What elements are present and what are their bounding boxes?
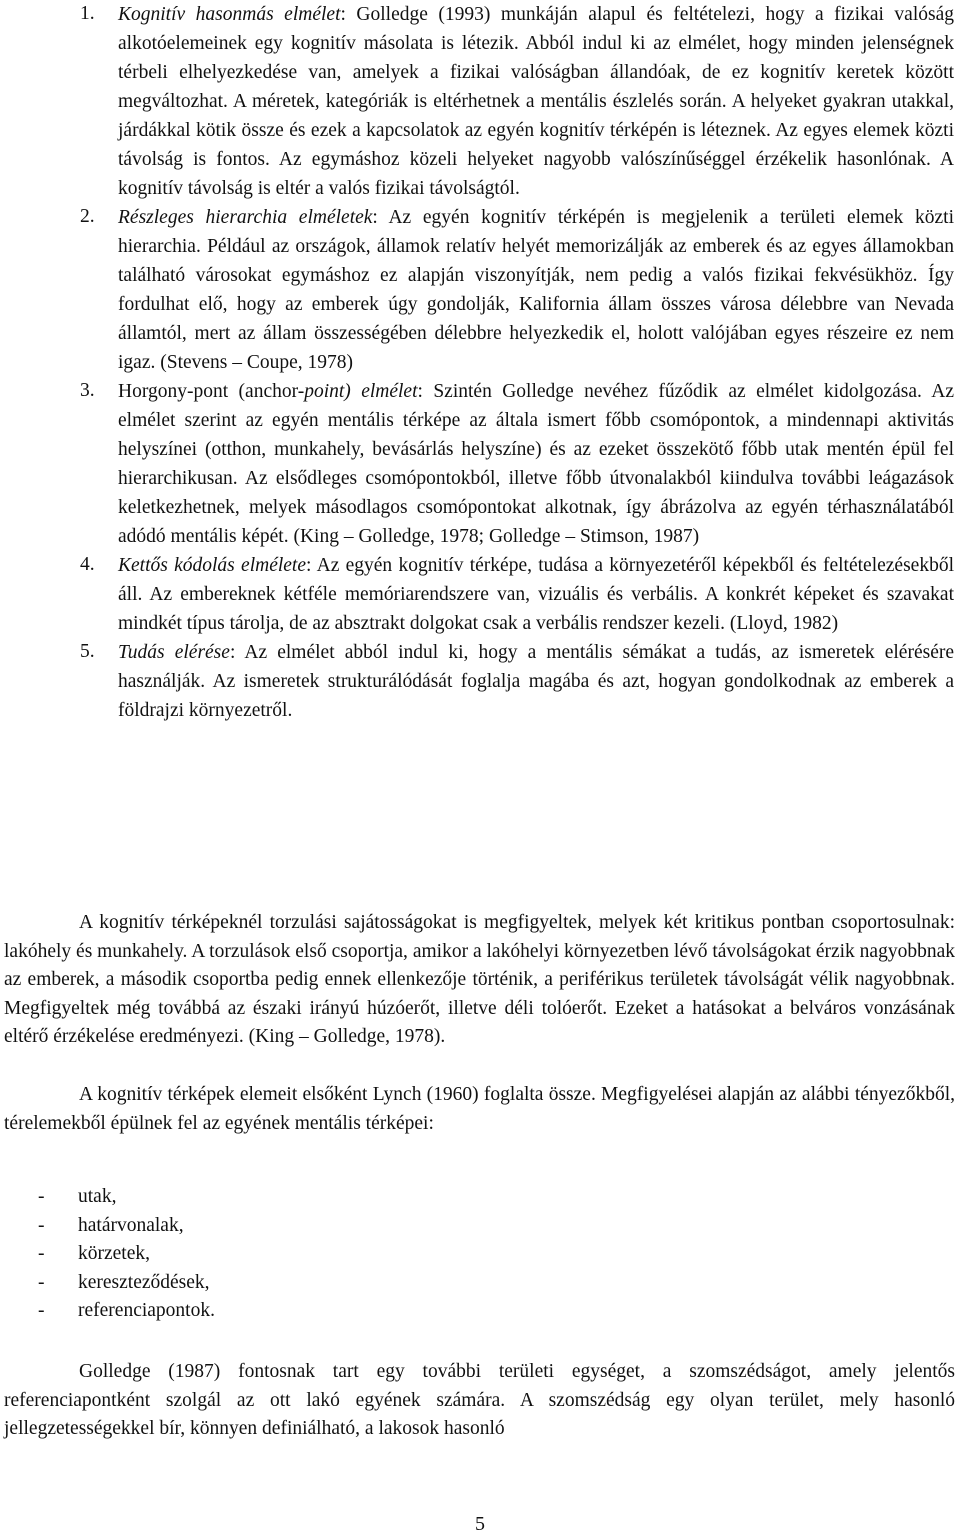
list-item-text xyxy=(118,0,954,203)
list-number: 5. xyxy=(80,641,95,662)
body-paragraph: Golledge (1987) fontosnak tart egy további területi egységet, a szomszédságot, amely jelentős referenciapontként szolgál az ott lakó egyének számára. A szomszédság egy olyan terület, mely hasonló jellegzetességekkel bír, könnyen definiálható, a lakosok hasonló xyxy=(4,1361,955,1439)
theory-description: : Az egyén kognitív térképe, tudása a környezetéről képekből és feltételezésekből áll. Az embereknek kétféle memóriarendszere van, vizuális és verbális. A konkrét képeket és szavakat mindkét típus tárolja, de az absztrakt dolgokat csak a verbális rendszer kezeli. (Lloyd, 1982) xyxy=(118,555,954,634)
list-item-text: kereszteződések, xyxy=(78,1271,210,1293)
theory-name: point) elmélet xyxy=(304,381,418,402)
body-paragraph: A kognitív térképeknél torzulási sajátosságokat is megfigyeltek, melyek két kritikus pontban csoportosulnak: lakóhely és munkahely. A torzulások első csoportja, amikor a lakóhelyi környezetben lévő távolságokat érzik nagyobbnak az emberek, a második csoportba pedig ennek ellenkezője történik, a periférikus területek távolságát vélik nagyobbnak. Megfigyeltek még továbbá az északi irányú húzóerőt, illetve déli tolóerőt. Ezeket a hatásokat a belváros vonzásának eltérő érzékelése eredményezi. (King – Golledge, 1978). xyxy=(4,912,955,1047)
list-item xyxy=(0,0,960,203)
theory-name: Tudás elérése xyxy=(118,642,230,663)
list-item-text: referenciapontok. xyxy=(78,1300,215,1322)
list-number: 1. xyxy=(80,3,95,24)
list-item-text xyxy=(118,551,954,638)
theory-list xyxy=(0,0,960,725)
list-item-text: körzetek, xyxy=(78,1243,151,1265)
body-paragraph: A kognitív térképek elemeit elsőként Lynch (1960) foglalta össze. Megfigyelései alapján az alábbi tényezőkből, térelemekből épülnek fel az egyének mentális térképei: xyxy=(4,1084,955,1134)
dash-bullet: - xyxy=(38,1300,45,1322)
list-item-text xyxy=(118,203,954,377)
theory-description: : Az elmélet abból indul ki, hogy a mentális sémákat a tudás, az ismeretek elérésére használják. Az ismeretek strukturálódását foglalja magába és azt, hogyan gondolkodnak az emberek a földrajzi környezetről. xyxy=(118,642,954,721)
page-number: 5 xyxy=(475,1513,485,1535)
theory-description: : Szintén Golledge nevéhez fűződik az elmélet kidolgozása. Az elmélet szerint az egyén mentális térképe az általa ismert főbb csomópontok, a mindennapi aktivitás helyszínei (otthon, munkahely, bevásárlás helyszíne) és az ezeket összekötő főbb utak mentén épül fel hierarchikusan. Az elsődleges csomópontokból, illetve főbb útvonalakból kiindulva további leágazások keletkezhetnek, melyek másodlagos csomópontokat alkotnak, így ábrázolva az egyén térhasználatából adódó mentális képét. (King – Golledge, 1978; Golledge – Stimson, 1987) xyxy=(118,381,954,547)
list-number: 4. xyxy=(80,554,95,575)
dash-bullet: - xyxy=(38,1243,45,1265)
list-item xyxy=(0,377,960,551)
list-item-text: utak, xyxy=(78,1186,117,1207)
list-item-text xyxy=(118,377,954,551)
theory-name: Részleges hierarchia elméletek xyxy=(118,207,373,228)
dash-bullet: - xyxy=(38,1186,45,1207)
theory-description: : Golledge (1993) munkáján alapul és feltételezi, hogy a fizikai valóság alkotóelemeinek egy kognitív másolata is létezik. Abból indul ki az elmélet, hogy minden jelenségnek térbeli elhelyezkedése van, amelyek a fizikai valóságban állandóak, de ez kognitív keretek között megváltozhat. A méretek, kategóriák is eltérhetnek a mentális észlelés során. A helyeket gyakran utakkal, járdákkal kötik össze és ezek a kapcsolatok az egyén kognitív térképén is léteznek. Az egyes elemek közti távolság is fontos. Az egymáshoz közeli helyeket nagyobb valószínűséggel érzékelik hasonlónak. A kognitív távolság is eltér a valós fizikai távolságtól. xyxy=(118,4,954,199)
list-number: 2. xyxy=(80,206,95,227)
theory-description: : Az egyén kognitív térképén is megjelenik a területi elemek közti hierarchia. Például az országok, államok relatív helyét memorizálják az emberek és az egyes államokban található városokat egymáshoz ez alapján viszonyítják, nem pedig a valós fizikai fekvésükhöz. Így fordulhat elő, hogy az emberek úgy gondolják, Kalifornia állam összes városa délebbre van Nevada államtól, mert az állam összességében délebbre helyezkedik el, holott valójában egyes részeire ez nem igaz. (Stevens – Coupe, 1978) xyxy=(118,207,954,373)
list-item-text: határvonalak, xyxy=(78,1214,184,1236)
list-item xyxy=(0,203,960,377)
list-number: 3. xyxy=(80,380,95,401)
theory-name-prefix: Horgony-pont (anchor- xyxy=(118,381,305,402)
dash-bullet: - xyxy=(38,1271,45,1293)
list-item xyxy=(0,551,960,638)
dash-bullet: - xyxy=(38,1214,45,1236)
theory-name: Kognitív hasonmás elmélet xyxy=(118,4,341,25)
list-item-text xyxy=(118,638,954,725)
theory-name: Kettős kódolás elmélete xyxy=(118,555,306,576)
list-item xyxy=(0,638,960,725)
